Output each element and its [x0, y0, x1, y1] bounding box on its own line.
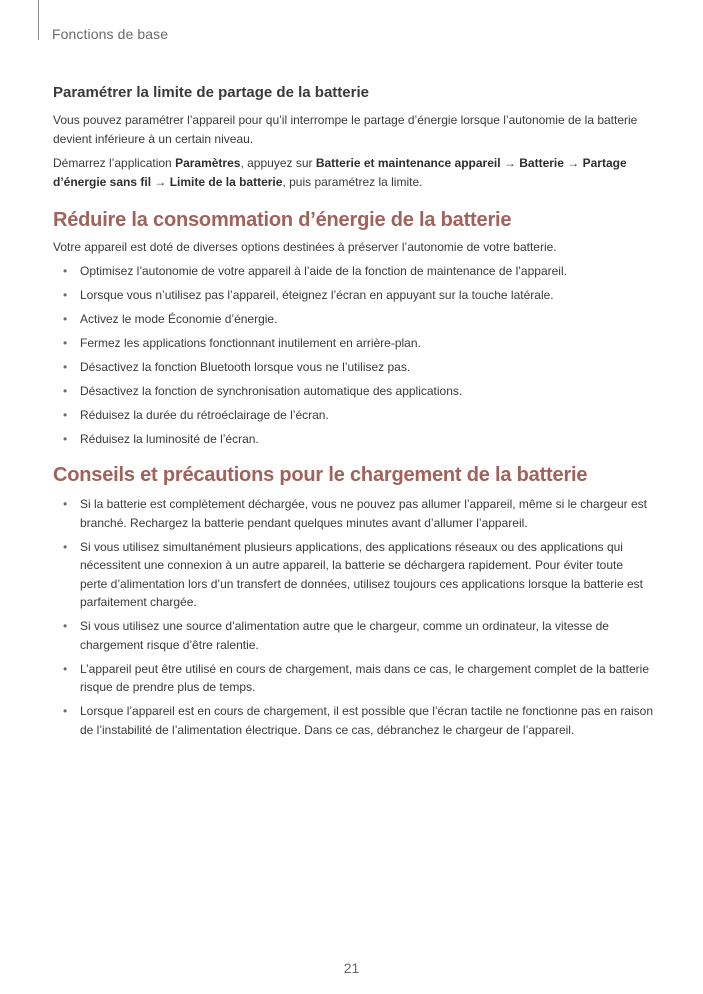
bullet-icon: •: [63, 431, 68, 446]
list-item: [53, 334, 653, 353]
list-item-text: L’appareil peut être utilisé en cours de chargement, mais dans ce cas, le chargement complet de la batterie risque de prendre plus de temps.: [80, 661, 649, 694]
list-item: [53, 406, 653, 425]
section-title-tips: Conseils et précautions pour le chargement de la batterie: [53, 464, 588, 486]
list-item-text: Optimisez l’autonomie de votre appareil à l’aide de la fonction de maintenance de l’appareil.: [80, 263, 567, 278]
list-item: [53, 310, 653, 329]
list-item: [53, 617, 653, 654]
running-head: Fonctions de base: [52, 26, 169, 42]
bullet-icon: •: [63, 407, 68, 422]
arrow-icon: →: [500, 156, 520, 170]
bullet-icon: •: [63, 359, 68, 374]
bullet-icon: •: [63, 497, 68, 511]
list-item-text: Désactivez la fonction de synchronisation automatique des applications.: [80, 383, 463, 398]
bullet-icon: •: [63, 335, 68, 350]
list-item: [53, 702, 653, 739]
bullet-icon: •: [63, 619, 68, 633]
section-title-reduce: Réduire la consommation d’énergie de la batterie: [53, 209, 512, 231]
settings-app-label: Paramètres: [175, 156, 241, 170]
bullet-icon: •: [63, 287, 68, 302]
steps-text: Démarrez l’application: [53, 156, 176, 170]
list-item: [53, 495, 653, 532]
steps-text: , puis paramétrez la limite.: [282, 174, 423, 189]
page-number: 21: [343, 960, 360, 976]
list-item: [53, 286, 653, 305]
list-item: [53, 538, 653, 612]
reduce-intro: Votre appareil est doté de diverses options destinées à préserver l’autonomie de votre batterie.: [53, 240, 557, 254]
list-item-text: Si vous utilisez simultanément plusieurs applications, des applications réseaux ou des applications qui nécessitent une connexion à un autre appareil, la batterie se déchargera rapidement. Pour éviter toute perte d’alimentation lors d’un transfert de données, utilisez toujours ces applications lorsque la batterie est parfaitement chargée.: [80, 539, 643, 609]
list-item-text: Si la batterie est complètement déchargée, vous ne pouvez pas allumer l’appareil, même si le chargeur est branché. Rechargez la batterie pendant quelques minutes avant d’allumer l’appareil.: [80, 497, 647, 530]
page-content: [53, 84, 653, 745]
list-item: [53, 358, 653, 377]
list-item-text: Si vous utilisez une source d’alimentation autre que le chargeur, comme un ordinateur, la vitesse de chargement risque d’être ralentie.: [80, 619, 609, 652]
list-item: [53, 382, 653, 401]
menu-path-battery-limit: Limite de la batterie: [169, 174, 283, 189]
list-item: [53, 660, 653, 697]
list-item: [53, 430, 653, 449]
tips-list: [53, 495, 653, 739]
list-item-text: Activez le mode Économie d’énergie.: [80, 311, 278, 326]
subsection-title: Paramétrer la limite de partage de la batterie: [53, 84, 369, 101]
list-item-text: Réduisez la durée du rétroéclairage de l’écran.: [80, 407, 329, 422]
margin-rule: [38, 0, 39, 40]
arrow-icon: →: [151, 174, 170, 189]
reduce-list: [53, 262, 653, 449]
list-item-text: Réduisez la luminosité de l’écran.: [80, 431, 259, 446]
menu-path-battery-maintenance: Batterie et maintenance appareil: [315, 156, 501, 170]
bullet-icon: •: [63, 263, 68, 278]
limit-intro: Vous pouvez paramétrer l’appareil pour qu’il interrompe le partage d’énergie lorsque l’autonomie de la batterie devient inférieure à un certain niveau.: [53, 113, 638, 146]
list-item-text: Lorsque vous n’utilisez pas l’appareil, éteignez l’écran en appuyant sur la touche latérale.: [80, 287, 554, 302]
list-item: [53, 262, 653, 281]
menu-path-wireless-power-share: Partage d’énergie sans fil: [53, 156, 627, 189]
limit-steps: [53, 154, 653, 191]
bullet-icon: •: [63, 704, 68, 718]
arrow-icon: →: [563, 156, 583, 170]
list-item-text: Fermez les applications fonctionnant inutilement en arrière-plan.: [80, 335, 421, 350]
bullet-icon: •: [63, 311, 68, 326]
list-item-text: Lorsque l’appareil est en cours de chargement, il est possible que l’écran tactile ne fonctionne pas en raison de l’instabilité de l’alimentation électrique. Dans ce cas, débranchez le chargeur de l’appareil.: [80, 704, 654, 737]
list-item-text: Désactivez la fonction Bluetooth lorsque vous ne l’utilisez pas.: [80, 359, 411, 374]
bullet-icon: •: [63, 383, 68, 398]
bullet-icon: •: [63, 661, 68, 676]
menu-path-battery: Batterie: [519, 156, 564, 170]
steps-text: , appuyez sur: [240, 156, 316, 170]
bullet-icon: •: [63, 539, 68, 554]
